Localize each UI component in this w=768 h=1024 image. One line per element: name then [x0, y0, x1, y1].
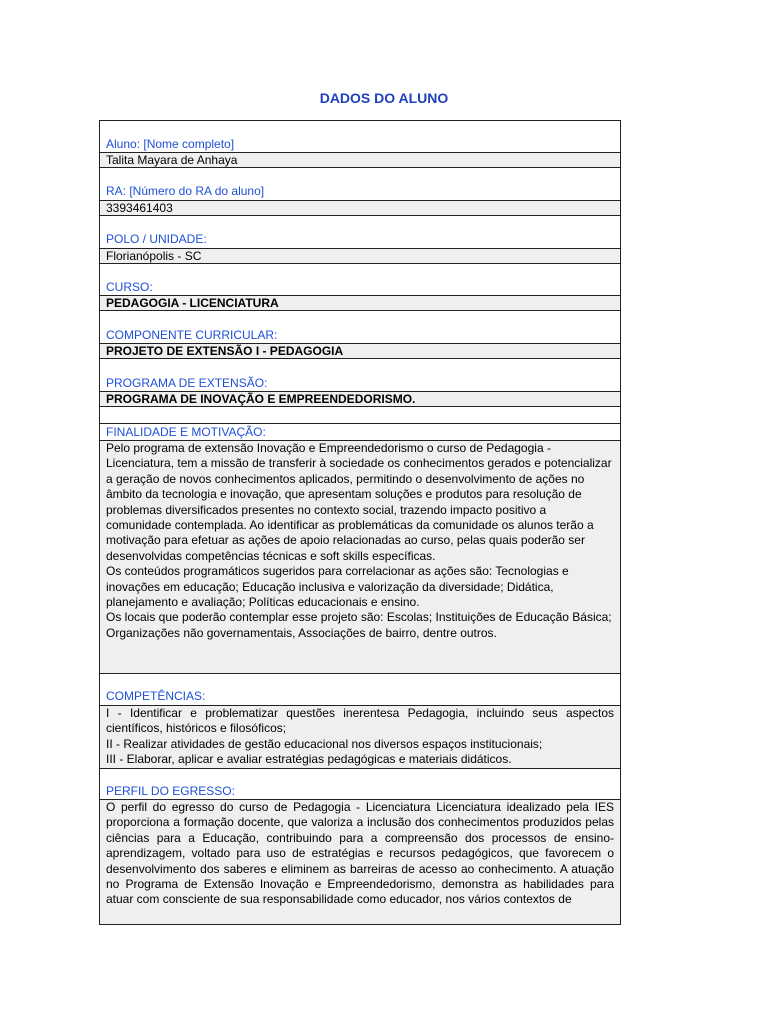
perfil-text — [100, 799, 620, 925]
competencia-item: III - Elaborar, aplicar e avaliar estratégias pedagógicas e materiais didáticos. — [106, 752, 512, 767]
page-title: DADOS DO ALUNO — [319, 90, 449, 106]
competencia-item: I - Identificar e problematizar questões inerentesa Pedagogia, incluindo seus aspectos científicos, históricos e filosóficos; — [106, 706, 614, 736]
polo-label: POLO / UNIDADE: — [106, 232, 207, 246]
competencias-text — [100, 705, 620, 769]
row-divider — [100, 423, 620, 424]
ra-label: RA: [Número do RA do aluno] — [106, 184, 265, 198]
componente-label: COMPONENTE CURRICULAR: — [106, 328, 278, 342]
aluno-label: Aluno: [Nome completo] — [106, 137, 235, 151]
competencias-label: COMPETÊNCIAS: — [106, 689, 206, 703]
finalidade-paragraph-1: Pelo programa de extensão Inovação e Empreendedorismo o curso de Pedagogia - Licenciatura, tem a missão de transferir à sociedade os conhecimentos gerados e potencializar a geração de novos conhecimentos aplicados, permitindo o desenvolvimento de ações no âmbito da tecnologia e inovação, que apresentam soluções e produtos para resolução de problemas diversificados presentes no contexto social, trazendo impacto positivo a comunidade contemplada. Ao identificar as problemáticas da comunidade os alunos terão a motivação para efetuar as ações de apoio relacionadas ao curso, pelas quais poderão ser desenvolvidas competências técnicas e soft skills específicas. — [106, 441, 612, 563]
componente-value: PROJETO DE EXTENSÃO I - PEDAGOGIA — [100, 343, 620, 359]
perfil-paragraph: O perfil do egresso do curso de Pedagogia - Licenciatura Licenciatura idealizado pela IES proporciona a formação docente, que valoriza a inclusão dos conhecimentos produzidos pelas ciências para a Educação, contribuindo para a compreensão dos processos de ensino-aprendizagem, voltado para uso de estratégias e recursos pedagógicos, que favorecem o desenvolvimento dos saberes e eliminem as barreiras de acesso ao conhecimento. A atuação no Programa de Extensão Inovação e Empreendedorismo, demonstra as habilidades para atuar com consciente de sua responsabilidade como educador, nos vários contextos de — [106, 800, 614, 907]
programa-label: PROGRAMA DE EXTENSÃO: — [106, 376, 268, 390]
perfil-label: PERFIL DO EGRESSO: — [106, 784, 235, 798]
finalidade-label: FINALIDADE E MOTIVAÇÃO: — [106, 425, 266, 439]
curso-label: CURSO: — [106, 280, 153, 294]
polo-value: Florianópolis - SC — [100, 248, 620, 264]
curso-value: PEDAGOGIA - LICENCIATURA — [100, 295, 620, 311]
competencia-item: II - Realizar atividades de gestão educacional nos diversos espaços institucionais; — [106, 736, 543, 751]
aluno-value: Talita Mayara de Anhaya — [100, 152, 620, 168]
ra-value: 3393461403 — [100, 200, 620, 216]
student-data-form — [99, 120, 621, 925]
finalidade-paragraph-3: Os locais que poderão contemplar esse projeto são: Escolas; Instituições de Educação Básica; Organizações não governamentais, Associações de bairro, dentre outros. — [106, 610, 612, 640]
finalidade-paragraph-2: Os conteúdos programáticos sugeridos para correlacionar as ações são: Tecnologias e inovações em educação; Educação inclusiva e valorização da diversidade; Didática, planejamento e avaliação; Políticas educacionais e ensino. — [106, 564, 569, 610]
finalidade-text — [100, 440, 620, 674]
programa-value: PROGRAMA DE INOVAÇÃO E EMPREENDEDORISMO. — [100, 391, 620, 407]
